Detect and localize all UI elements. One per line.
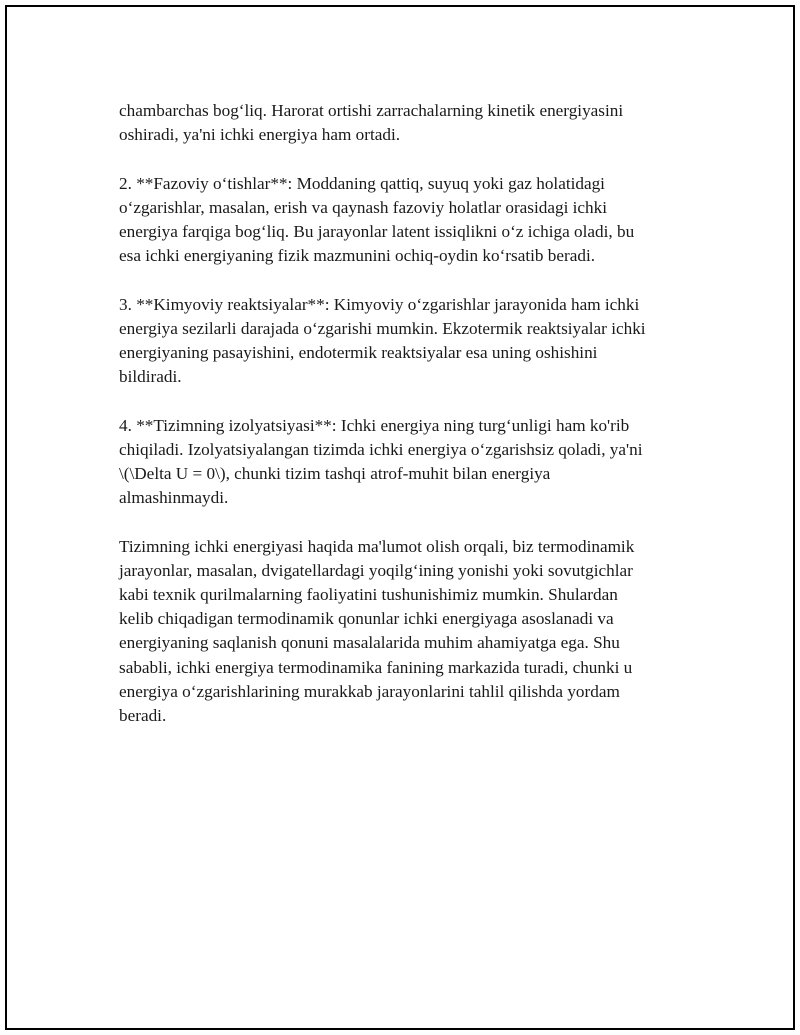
paragraph-fazoviy-otishlar: [119, 172, 699, 269]
text-line: o‘zgarishlar, masalan, erish va qaynash fazoviy holatlar orasidagi ichki: [119, 197, 608, 217]
text-line: bildiradi.: [119, 367, 182, 387]
paragraph-intro-continued: [119, 99, 699, 147]
paragraph-kimyoviy-reaktsiyalar: [119, 293, 699, 390]
text-line: 4. **Tizimning izolyatsiyasi**: Ichki energiya ning turg‘unligi ham ko'rib: [119, 415, 630, 435]
text-line: energiya farqiga bog‘liq. Bu jarayonlar latent issiqlikni o‘z ichiga oladi, bu: [119, 222, 635, 241]
text-line: energiya o‘zgarishlarining murakkab jarayonlarini tahlil qilishda yordam: [119, 681, 620, 701]
text-line: jarayonlar, masalan, dvigatellardagi yoqilg‘ining yonishi yoki sovutgichlar: [119, 560, 633, 580]
text-line: Tizimning ichki energiyasi haqida ma'lumot olish orqali, biz termodinamik: [119, 536, 635, 556]
text-line: kabi texnik qurilmalarning faoliyatini tushunishimiz mumkin. Shulardan: [119, 585, 618, 604]
text-line: \(\Delta U = 0\), chunki tizim tashqi atrof-muhit bilan energiya: [119, 464, 551, 483]
text-line: oshiradi, ya'ni ichki energiya ham ortadi.: [119, 125, 401, 145]
text-line: energiyaning saqlanish qonuni masalalarida muhim ahamiyatga ega. Shu: [119, 633, 620, 653]
paragraph-tizimning-izolyatsiyasi: [119, 414, 699, 511]
document-body: [119, 99, 699, 752]
text-line: almashinmaydi.: [119, 488, 229, 508]
text-line: 3. **Kimyoviy reaktsiyalar**: Kimyoviy o‘zgarishlar jarayonida ham ichki: [119, 294, 640, 314]
text-line: kelib chiqadigan termodinamik qonunlar ichki energiyaga asoslanadi va: [119, 609, 614, 629]
text-line: 2. **Fazoviy o‘tishlar**: Moddaning qattiq, suyuq yoki gaz holatidagi: [119, 173, 605, 193]
text-line: chiqiladi. Izolyatsiyalangan tizimda ichki energiya o‘zgarishsiz qoladi, ya'ni: [119, 439, 643, 459]
text-line: sababli, ichki energiya termodinamika fanining markazida turadi, chunki u: [119, 657, 633, 677]
text-line: esa ichki energiyaning fizik mazmunini ochiq-oydin ko‘rsatib beradi.: [119, 246, 596, 266]
text-line: energiyaning pasayishini, endotermik reaktsiyalar esa uning oshishini: [119, 343, 598, 362]
text-line: energiya sezilarli darajada o‘zgarishi mumkin. Ekzotermik reaktsiyalar ichki: [119, 318, 646, 338]
paragraph-conclusion: [119, 535, 699, 729]
text-line: chambarchas bog‘liq. Harorat ortishi zarrachalarning kinetik energiyasini: [119, 101, 624, 120]
page-frame: [5, 5, 795, 1030]
text-line: beradi.: [119, 706, 167, 726]
